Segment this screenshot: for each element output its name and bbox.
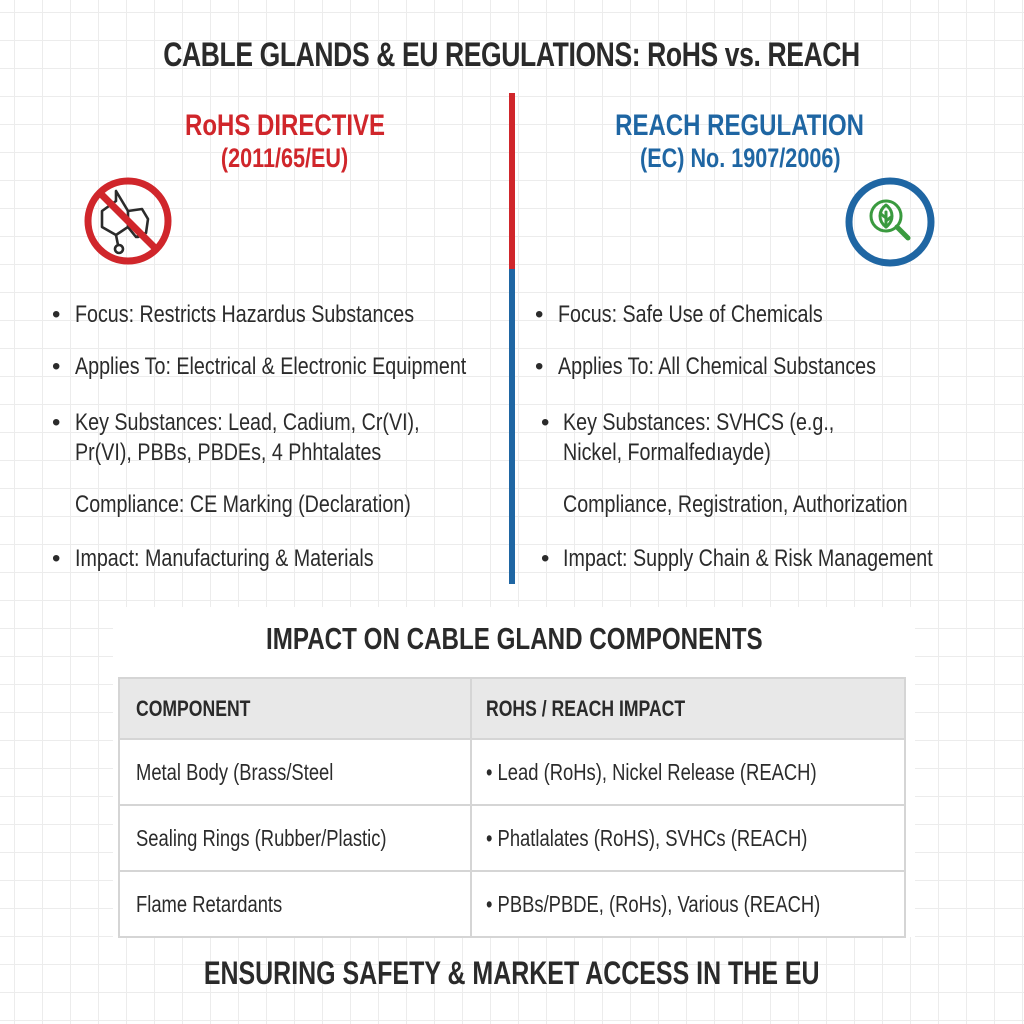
column-header-impact <box>471 678 905 739</box>
bullet-dot: • <box>541 409 550 436</box>
table-header-row <box>119 678 905 739</box>
bullet-dot: • <box>52 409 61 436</box>
bullet-text: Applies To: Electrical & Electronic Equipment <box>75 353 467 380</box>
cell-impact <box>471 805 905 871</box>
leaf-magnifier-icon <box>844 176 936 268</box>
cell-text: • PBBs/PBDE, (RoHs), Various (REACH) <box>486 890 821 917</box>
bullet-dot: • <box>541 545 550 572</box>
cell-impact <box>471 739 905 805</box>
column-header-text: ROHS / REACH IMPACT <box>486 695 686 721</box>
reach-title: REACH REGULATION <box>615 109 865 142</box>
prohibited-chemical-icon <box>82 175 174 267</box>
cell-text: • Phatlalates (RoHS), SVHCs (REACH) <box>486 824 808 851</box>
table-row <box>119 871 905 937</box>
rohs-title: RoHS DIRECTIVE <box>184 109 386 142</box>
cell-component <box>119 871 471 937</box>
page-title <box>0 36 1024 75</box>
rohs-subtitle: (2011/65/EU) <box>221 143 349 173</box>
cell-text: Metal Body (Brass/Steel <box>136 758 334 785</box>
bullet-text-continued: Nickel, Formalfedıayde) <box>563 439 771 466</box>
bullet-text: Key Substances: Lead, Cadium, Cr(VI), <box>75 409 420 436</box>
column-divider <box>509 93 515 584</box>
bullet-text: Applies To: All Chemical Substances <box>558 353 876 380</box>
column-header-component <box>119 678 471 739</box>
bullet-text: Impact: Supply Chain & Risk Management <box>563 545 933 572</box>
divider-rohs-segment <box>509 93 515 269</box>
cell-impact <box>471 871 905 937</box>
bullet-text: Focus: Restricts Hazardus Substances <box>75 301 415 328</box>
bullet-text: Compliance, Registration, Authorization <box>563 491 908 518</box>
cell-text: • Lead (RoHs), Nickel Release (REACH) <box>486 758 817 785</box>
divider-reach-segment <box>509 269 515 584</box>
bullet-text: Compliance: CE Marking (Declaration) <box>75 491 411 518</box>
cell-component <box>119 805 471 871</box>
reach-subtitle: (EC) No. 1907/2006) <box>639 143 841 173</box>
table-row <box>119 805 905 871</box>
bullet-text: Impact: Manufacturing & Materials <box>75 545 374 572</box>
bullet-dot: • <box>52 301 61 328</box>
page-title-text: CABLE GLANDS & EU REGULATIONS: RoHS vs. REACH <box>163 36 861 74</box>
cell-text: Sealing Rings (Rubber/Plastic) <box>136 824 387 851</box>
bullet-dot: • <box>535 301 544 328</box>
impact-section-title-text: IMPACT ON CABLE GLAND COMPONENTS <box>265 621 763 656</box>
bullet-dot: • <box>535 353 544 380</box>
cell-component <box>119 739 471 805</box>
table-row <box>119 739 905 805</box>
bullet-text-continued: Pr(VI), PBBs, PBDEs, 4 Phhtalates <box>75 439 382 466</box>
bullet-dot: • <box>52 353 61 380</box>
rohs-heading <box>85 110 485 174</box>
cell-text: Flame Retardants <box>136 890 283 917</box>
footer-tagline <box>0 955 1024 992</box>
impact-section-title <box>113 621 915 657</box>
bullet-dot: • <box>52 545 61 572</box>
footer-text: ENSURING SAFETY & MARKET ACCESS IN THE EU <box>204 955 820 991</box>
column-header-text: COMPONENT <box>136 695 251 721</box>
impact-table <box>118 677 906 938</box>
reach-heading <box>540 110 940 174</box>
bullet-text: Focus: Safe Use of Chemicals <box>558 301 823 328</box>
bullet-text: Key Substances: SVHCS (e.g., <box>563 409 835 436</box>
